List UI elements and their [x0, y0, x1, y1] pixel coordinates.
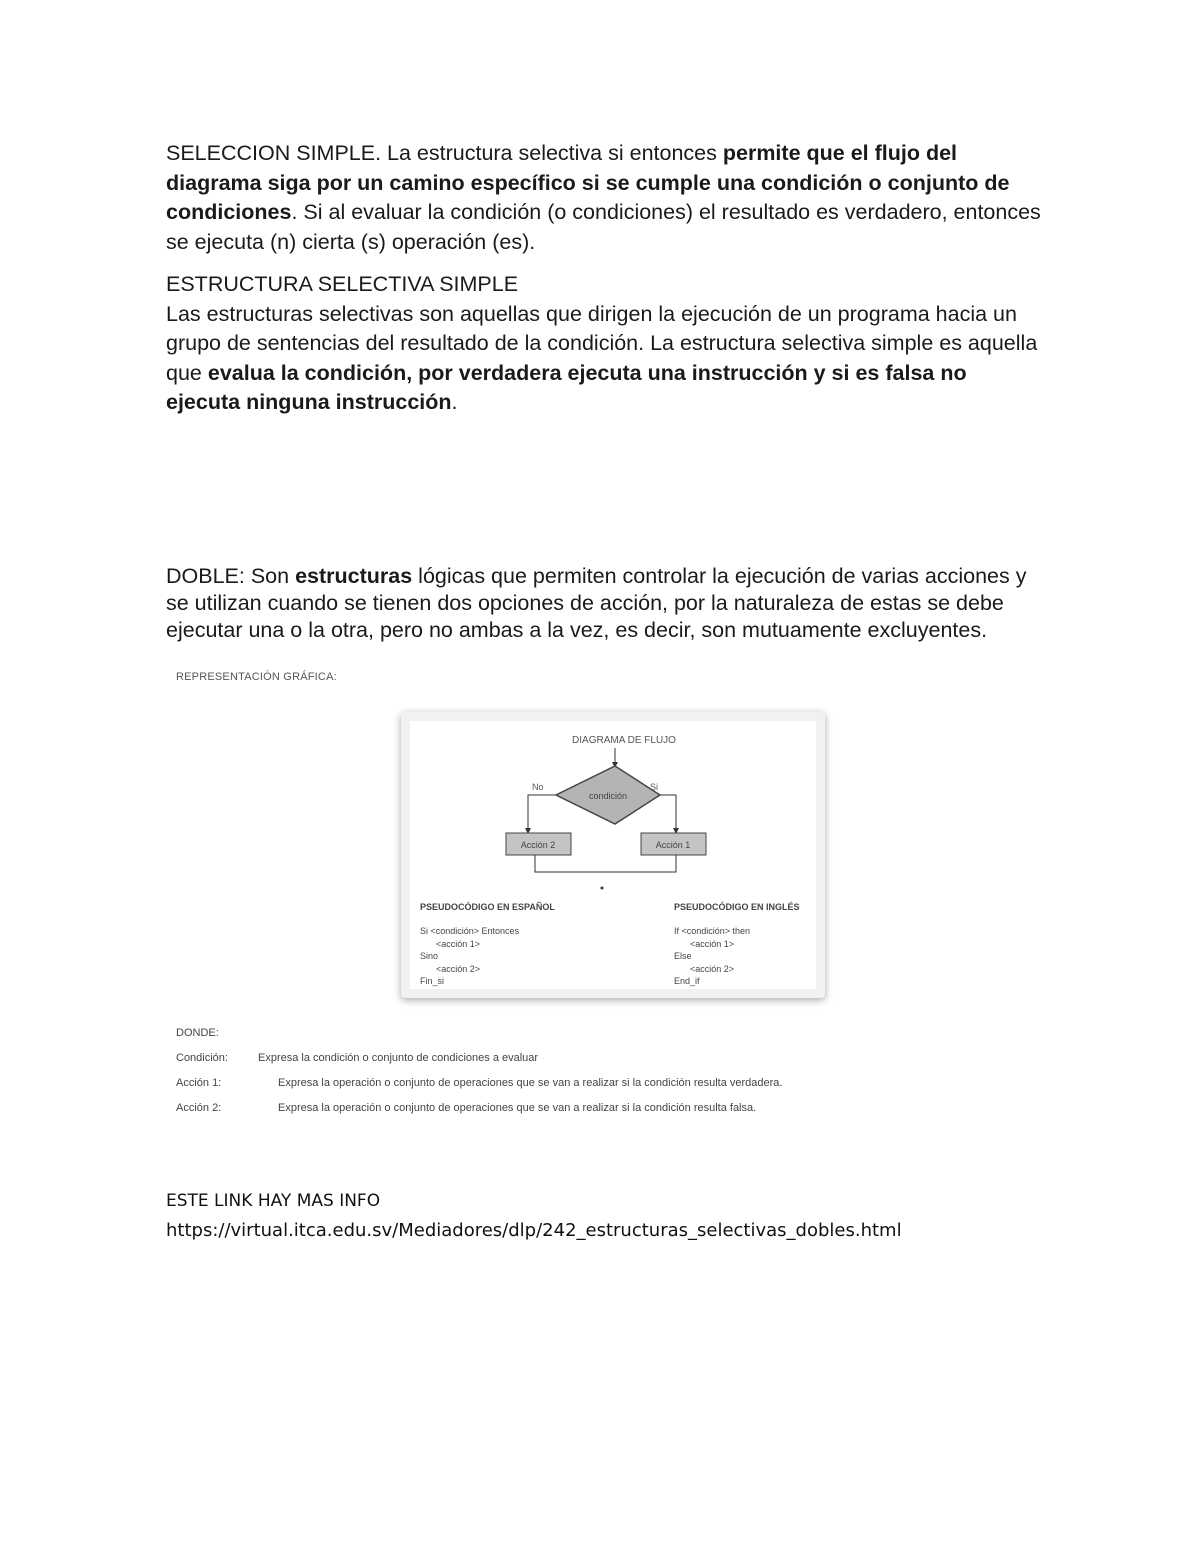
info-link[interactable]: https://virtual.itca.edu.sv/Mediadores/dlp/242_estructuras_selectivas_dobles.html	[166, 1220, 902, 1241]
flowchart-canvas	[410, 721, 816, 989]
paragraph-seleccion-simple	[166, 139, 1046, 257]
donde-title: DONDE:	[176, 1027, 219, 1039]
merge-line	[535, 855, 676, 872]
branch-yes-line	[660, 795, 676, 831]
p3-tail: lógicas que permiten controlar la ejecución de varias acciones y se utilizan cuando se tienen dos opciones de acción, por la naturaleza de estas se debe ejecutar una o la otra, pero no ambas a la vez, es decir, son mutuamente excluyentes.	[166, 564, 1027, 642]
pseudo-en-line-4: <acción 2>	[690, 964, 735, 974]
p2-lead: Las estructuras selectivas son aquellas que dirigen la ejecución de un programa hacia un grupo de sentencias del resultado de la condición. La estructura selectiva simple es aquella que	[166, 301, 1038, 385]
action-2-label: Acción 2	[520, 840, 556, 850]
pseudo-es-line-5: Fin_si	[420, 976, 445, 986]
pseudo-es-title: PSEUDOCÓDIGO EN ESPAÑOL	[420, 902, 555, 912]
p1-bold: permite que el flujo del diagrama siga por un camino específico si se cumple una condición o conjunto de condiciones	[166, 141, 1010, 224]
paragraph-doble	[166, 563, 1046, 644]
pseudo-en-line-2: <acción 1>	[690, 939, 735, 949]
pseudo-en-line-3: Else	[674, 951, 692, 961]
donde-term-1: Condición:	[176, 1052, 228, 1064]
p3-bold: estructuras	[295, 564, 413, 588]
donde-term-2: Acción 1:	[176, 1077, 222, 1089]
link-label: ESTE LINK HAY MAS INFO	[166, 1191, 381, 1211]
figure-caption: REPRESENTACIÓN GRÁFICA:	[176, 671, 337, 683]
p1-tail: . Si al evaluar la condición (o condiciones) el resultado es verdadero, entonces se ejecuta (n) cierta (s) operación (es).	[166, 200, 1041, 254]
pseudo-es-line-2: <acción 1>	[436, 939, 481, 949]
pseudo-es-line-1: Si <condición> Entonces	[420, 926, 520, 936]
flowchart-svg	[410, 721, 816, 989]
donde-desc-3: Expresa la operación o conjunto de operaciones que se van a realizar si la condición resulta falsa.	[278, 1102, 757, 1114]
donde-row-3	[176, 1102, 876, 1116]
branch-no-label: No	[532, 782, 544, 792]
pseudo-en-line-5: End_if	[674, 976, 700, 986]
pseudo-en-title: PSEUDOCÓDIGO EN INGLÉS	[674, 902, 800, 912]
decision-label: condición	[588, 791, 628, 801]
branch-yes-label: Si	[650, 782, 659, 792]
paragraph-estructura-selectiva-simple	[166, 270, 1046, 418]
pseudo-es-line-3: Sino	[420, 951, 439, 961]
pseudo-es-line-4: <acción 2>	[436, 964, 481, 974]
p2-tail: .	[451, 390, 458, 414]
p3-lead: DOBLE: Son	[166, 564, 296, 588]
flowchart-figure	[401, 712, 825, 998]
donde-desc-2: Expresa la operación o conjunto de operaciones que se van a realizar si la condición resulta verdadera.	[278, 1077, 783, 1089]
branch-no-line	[528, 795, 556, 831]
donde-row-1	[176, 1052, 876, 1066]
donde-row-2	[176, 1077, 876, 1091]
pseudo-en-line-1: If <condición> then	[674, 926, 751, 936]
p1-lead: SELECCION SIMPLE. La estructura selectiva si entonces	[166, 141, 723, 165]
donde-desc-1: Expresa la condición o conjunto de condiciones a evaluar	[258, 1052, 539, 1064]
action-1-label: Acción 1	[655, 840, 691, 850]
p2-bold: evalua la condición, por verdadera ejecuta una instrucción y si es falsa no ejecuta ninguna instrucción	[166, 360, 967, 414]
p2-heading: ESTRUCTURA SELECTIVA SIMPLE	[166, 272, 519, 296]
donde-term-3: Acción 2:	[176, 1102, 222, 1114]
end-dot	[601, 887, 604, 890]
flowchart-title: DIAGRAMA DE FLUJO	[572, 735, 676, 746]
